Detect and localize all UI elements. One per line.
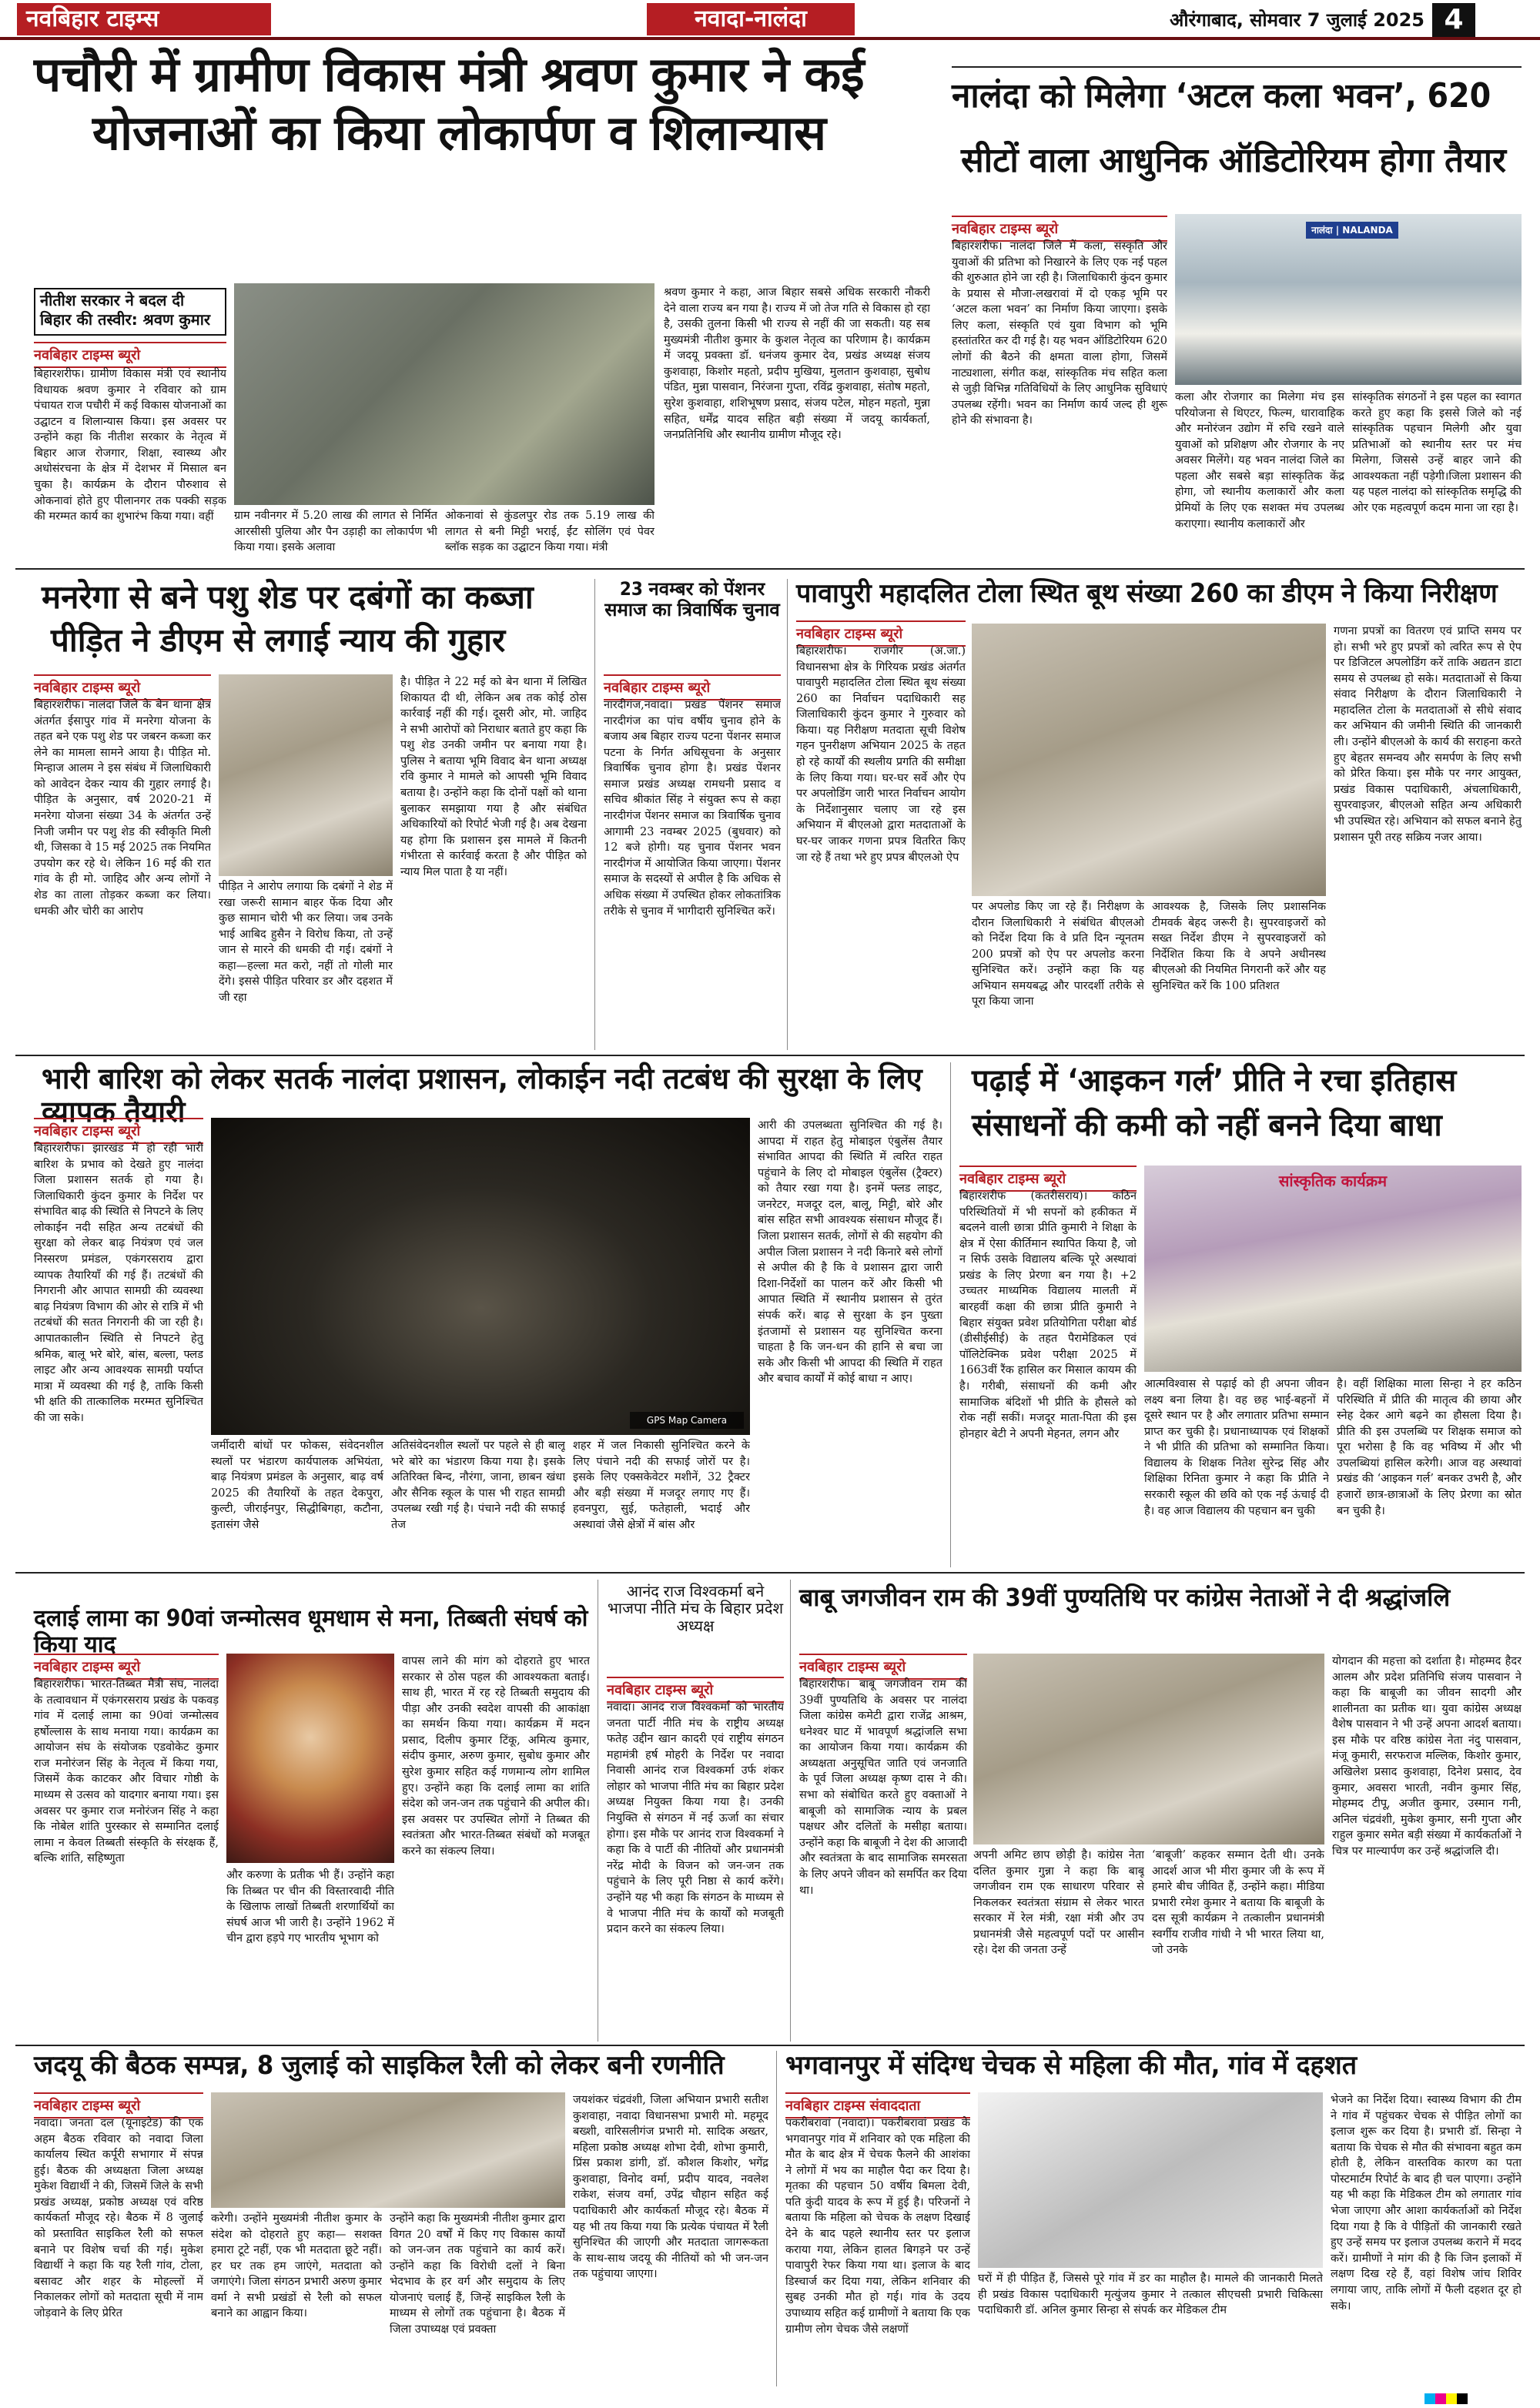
stage-banner-text: सांस्कृतिक कार्यक्रम xyxy=(1278,1172,1388,1190)
story10-caption-1: अपनी अमिट छाप छोड़ी है। कांग्रेस नेता दलित कुमार गुन्ना ने कहा कि बाबू जगजीवन राम एक साधारण परिवार से निकलकर स्वतंत्रता संग्राम से लेकर भारत सरकार में रेल मंत्री, रक्षा मंत्री और उप प्रधानमंत्री जैसे महत्वपूर्ण पदों पर आसीन रहे। देश की जनता उन्हें xyxy=(973,1849,1144,1957)
story12-body-col3: भेजने का निर्देश दिया। स्वास्थ्य विभाग की टीम ने गांव में पहुंचकर चेचक से पीड़ित लोगों का इलाज शुरू कर दिया है। प्रभारी डॉ. सिन्हा ने बताया कि चेचक से मौत की संभावना बहुत कम होती है, लेकिन वास्तविक कारण का पता पोस्टमार्टम रिपोर्ट के बाद ही चल पाएगा। उन्होंने यह भी कहा कि मेडिकल टीम को लगातार गांव भेजा जाएगा और आशा कार्यकर्ताओं को निर्देश दिया गया है कि वे पीड़ितों की जानकारी रखते हुए उन्हें समय पर इलाज उपलब्ध कराने में मदद करें। ग्रामीणों ने मांग की है कि जिन इलाकों में लक्षण दिख रहे हैं, वहां विशेष जांच शिविर लगाया जाए, ताकि लोगों में फैली दहशत दूर हो सके। xyxy=(1331,2094,1522,2313)
story5-caption-1: पर अपलोड किए जा रहे हैं। निरीक्षण के दौरान जिलाधिकारी ने संबंधित बीएलओ को निर्देश दिया कि वे प्रति दिन न्यूनतम 200 प्रपत्रों को ऐप पर अपलोड करना सुनिश्चित करें। उन्होंने कहा कि यह अभियान समयबद्ध और पारदर्शी तरीके से पूरा किया जाना xyxy=(972,901,1144,1008)
story3-byline: नवबिहार टाइम्स ब्यूरो xyxy=(34,674,211,701)
column-rule xyxy=(950,1062,951,1567)
story1-headline-1: पचौरी में ग्रामीण विकास मंत्री श्रवण कुमार ने कई xyxy=(34,46,865,102)
story1-caption-2: ओकनावां से कुंडलपुर रोड तक 5.19 लाख की लागत से बनी मिट्टी भराई, ईंट सोलिंग एवं पेवर ब्लॉक सड़क का उद्घाटन किया गया। मंत्री xyxy=(445,510,654,554)
section-label: नवादा-नालंदा xyxy=(647,3,855,35)
story6-body-col4: आरी की उपलब्धता सुनिश्चित की गई है। आपदा में राहत हेतु मोबाइल एंबुलेंस तैयार संभावित आपदा की स्थिति में त्वरित राहत पहुंचाने के लिए दो मोबाइल एंबुलेंस (ट्रैक्टर) को तैयार रखा गया है। इनमें फ्लड लाइट, जनरेटर, मजदूर दल, बालू, मिट्टी, बोरे और बांस सहित सभी आवश्यक संसाधन मौजूद हैं। जिला प्रशासन सतर्क, लोगों से की सहयोग की अपील जिला प्रशासन ने नदी किनारे बसे लोगों से अपील की है कि वे प्रशासन द्वारा जारी दिशा-निर्देशों का पालन करें और किसी भी आपात स्थिति में स्थानीय प्रशासन से तुरंत संपर्क करें। बाढ़ से सुरक्षा के इन पुख्ता इंतजामों से प्रशासन यह सुनिश्चित करना चाहता है कि जन-धन की हानि से बचा जा सके और किसी भी आपदा की स्थिति में राहत और बचाव कार्यों में कोई बाधा न आए। xyxy=(758,1119,942,1386)
story8-photo xyxy=(226,1654,394,1863)
story11-caption-1: करेगी। उन्होंने मुख्यमंत्री नीतीश कुमार के संदेश को दोहराते हुए कहा— सशक्त हमारा टूटे नहीं, एक भी मतदाता छूटे नहीं। हर घर तक हम जाएंगे, मतदाता को जगाएंगे। जिला संगठन प्रभारी अरुण कुमार वर्मा ने सभी प्रखंडों से रैली को सफल बनाने का आह्वान किया। xyxy=(211,2212,382,2320)
story5-body-col1: बिहारशरीफ। राजगीर (अ.जा.) विधानसभा क्षेत्र के गिरियक प्रखंड अंतर्गत पावापुरी महादलित टोला स्थित बूथ संख्या 260 का निर्वाचन पदाधिकारी सह जिलाधिकारी कुंदन कुमार ने गुरुवार को किया। यह निरीक्षण मतदाता सूची विशेष गहन पुनरीक्षण अभियान 2025 के तहत हो रहे कार्यों की स्थलीय प्रगति की समीक्षा के लिए किया गया। घर-घर सर्वे और ऐप पर अपलोडिंग जारी भारत निर्वाचन आयोग के निर्देशानुसार चलाए जा रहे इस अभियान में बीएलओ द्वारा मतदाताओं के घर-घर जाकर गणना प्रपत्र वितरित किए जा रहे हैं तथा भरे हुए प्रपत्र बीएलओ ऐप xyxy=(796,645,966,864)
story10-photo xyxy=(973,1654,1324,1844)
story11-body-col3: जयशंकर चंद्रवंशी, जिला अभियान प्रभारी सतीश कुशवाहा, नवादा विधानसभा प्रभारी मो. महमूद बख्शी, वारिसलीगंज प्रभारी मो. सादिक अख्तर, महिला प्रकोष्ठ अध्यक्ष शोभा देवी, शोभा कुमारी, प्रिंस प्रकाश डांगी, डॉ. कौशल किशोर, भगेंद्र कुशवाहा, विनोद वर्मा, प्रदीप यादव, नवलेश राकेश, संजय वर्मा, उपेंद्र चौहान सहित कई पदाधिकारी और कार्यकर्ता मौजूद रहे। बैठक में यह भी तय किया गया कि प्रत्येक पंचायत में रैली सुनिश्चित की जाएगी और मतदाता जागरूकता के साथ-साथ जदयू की नीतियों को भी जन-जन तक पहुंचाया जाएगा। xyxy=(573,2094,768,2281)
story11-photo xyxy=(211,2092,565,2208)
story2-body-col2: कला और रोजगार का मिलेगा मंच इस परियोजना से थिएटर, फिल्म, धारावाहिक और मनोरंजन उद्योग में रुचि रखने वाले युवाओं को प्रशिक्षण और रोजगार के नए अवसर मिलेंगे। यह भवन नालंदा जिले का पहला और सबसे बड़ा सांस्कृतिक केंद्र होगा, जो स्थानीय कलाकारों और कला प्रेमियों के लिए एक सशक्त मंच उपलब्ध कराएगा। स्थानीय कलाकारों और xyxy=(1175,391,1344,530)
story3-headline-1: मनरेगा से बने पशु शेड पर दबंगों का कब्जा xyxy=(42,578,534,616)
newspaper-brand: नवबिहार टाइम्स xyxy=(17,3,271,35)
story7-headline-1: पढ़ाई में ‘आइकन गर्ल’ प्रीति ने रचा इतिहास xyxy=(972,1063,1457,1099)
story8-body-col3: वापस लाने की मांग को दोहराते हुए भारत सरकार से ठोस पहल की आवश्यकता बताई। साथ ही, भारत में रह रहे तिब्बती समुदाय की पीड़ा और उनकी स्वदेश वापसी की आकांक्षा का समर्थन किया गया। कार्यक्रम में मदन प्रसाद, दिलीप कुमार टिंकू, अमित्य कुमार, संदीप कुमार, अरुण कुमार, सुबोध कुमार और सुरेश कुमार सहित कई गणमान्य लोग शामिल हुए। उन्होंने कहा कि दलाई लामा का शांति संदेश को जन-जन तक पहुंचाने की अपील की। इस अवसर पर उपस्थित लोगों ने तिब्बत की स्वतंत्रता और भारत-तिब्बत संबंधों को मजबूत करने का संकल्प लिया। xyxy=(402,1655,590,1858)
story10-headline: बाबू जगजीवन राम की 39वीं पुण्यतिथि पर कांग्रेस नेताओं ने दी श्रद्धांजलि xyxy=(799,1583,1451,1612)
story2-headline-1: नालंदा को मिलेगा ‘अटल कला भवन’, 620 xyxy=(952,76,1491,115)
column-rule xyxy=(594,579,595,1050)
story7-body-col3: है। वहीं शिक्षिका माला सिन्हा ने हर कठिन परिस्थिति में प्रीति की मातृत्व की छाया और स्नेह देकर आगे बढ़ने का हौसला दिया है। प्रीति की इस उपलब्धि पर शिक्षक समाज को पूरा भरोसा है कि वह भविष्य में और भी उपलब्धियां हासिल करेगी। आज वह अस्थावां प्रखंड की ‘आइकन गर्ल’ बनकर उभरी है, और हजारों छात्र-छात्राओं के लिए प्रेरणा का स्रोत बन चुकी है। xyxy=(1337,1378,1522,1517)
story10-body-col1: बिहारशरीफ। बाबू जगजीवन राम की 39वीं पुण्यतिथि के अवसर पर नालंदा जिला कांग्रेस कमेटी द्वारा राजेंद्र आश्रम, धनेश्वर घाट में भावपूर्ण श्रद्धांजलि सभा का आयोजन किया गया। कार्यक्रम की अध्यक्षता अनुसूचित जाति एवं जनजाति के पूर्व जिला अध्यक्ष कृष्ण दास ने की। सभा को संबोधित करते हुए वक्ताओं ने बाबूजी को सामाजिक न्याय के प्रबल पक्षधर और दलितों के मसीहा बताया। उन्होंने कहा कि बाबूजी ने देश की आजादी और स्वतंत्रता के बाद सामाजिक समरसता के लिए अपने जीवन को समर्पित कर दिया था। xyxy=(799,1678,967,1897)
print-registration-marks xyxy=(1424,2393,1468,2407)
story11-caption-2: उन्होंने कहा कि मुख्यमंत्री नीतीश कुमार द्वारा विगत 20 वर्षों में किए गए विकास कार्यों को जन-जन तक पहुंचाने का कार्य करें। उन्होंने कहा कि विरोधी दलों ने बिना भेदभाव के हर वर्ग और समुदाय के लिए योजनाएं चलाई हैं, जिन्हें साइकिल रैली के माध्यम से लोगों तक पहुंचाना है। बैठक में जिला उपाध्यक्ष एवं प्रवक्ता xyxy=(390,2212,565,2336)
story12-caption: घरों में ही पीड़ित हैं, जिससे पूरे गांव में डर का माहौल है। मामले की जानकारी मिलते ही प्रखंड विकास पदाधिकारी मृत्युंजय कुमार ने तत्काल सीएचसी प्रभारी चिकित्सा पदाधिकारी डॉ. अनिल कुमार सिन्हा से संपर्क कर मेडिकल टीम xyxy=(978,2273,1323,2317)
story8-body-col1: बिहारशरीफ। भारत-तिब्बत मैत्री संघ, नालंदा के तत्वावधान में एकंगरसराय प्रखंड के पकवड़ गांव में दलाई लामा का 90वां जन्मोत्सव हर्षोल्लास के साथ मनाया गया। कार्यक्रम का आयोजन संघ के संयोजक एडवोकेट कुमार राज मनोरंजन सिंह के नेतृत्व में किया गया, जिसमें केक काटकर और विचार गोष्ठी के माध्यम से उत्सव को यादगार बनाया गया। इस अवसर पर कुमार राज मनोरंजन सिंह ने कहा कि नोबेल शांति पुरस्कार से सम्मानित दलाई लामा न केवल तिब्बती संस्कृति के संरक्षक हैं, बल्कि शांति, सहिष्णुता xyxy=(34,1678,219,1865)
story1-byline: नवबिहार टाइम्स ब्यूरो xyxy=(34,342,226,368)
story6-body-col1: बिहारशरीफ। झारखंड में हो रही भारी बारिश के प्रभाव को देखते हुए नालंदा जिला प्रशासन सतर्क हो गया है। जिलाधिकारी कुंदन कुमार के निर्देश पर संभावित बाढ़ की स्थिति से निपटने के लिए लोकाईन नदी सहित अन्य तटबंधों की सुरक्षा को लेकर बाढ़ नियंत्रण एवं जल निस्सरण प्रमंडल, एकंगरसराय द्वारा व्यापक तैयारियाँ की गई हैं। तटबंधों की निगरानी और आपात सामग्री की व्यवस्था बाढ़ नियंत्रण विभाग की ओर से रात्रि में भी तटबंधों की सतत निगरानी की जा रही है। आपातकालीन स्थिति से निपटने हेतु श्रमिक, बालू भरे बोरे, बांस, बल्ला, फ्लड लाइट और अन्य आवश्यक सामग्री पर्याप्त मात्रा में व्यवस्था की गई है, ताकि किसी भी क्षति की तात्कालिक मरम्मत सुनिश्चित की जा सके। xyxy=(34,1142,203,1424)
story7-body-col2: आत्मविश्वास से पढ़ाई को ही अपना जीवन लक्ष्य बना लिया है। वह छह भाई-बहनों में दूसरे स्थान पर है और लगातार प्रतिभा सम्मान प्राप्त कर चुकी है। प्रधानाध्यापक एवं शिक्षकों ने भी प्रीति की प्रतिभा को सम्मानित किया। विद्यालय के शिक्षक नितेश सुरेन्द्र सिंह और शिक्षिका रिनिता कुमार ने कहा कि प्रीति ने सरकारी स्कूल की छवि को एक नई ऊंचाई दी है। वह आज विद्यालय की पहचान बन चुकी xyxy=(1144,1378,1329,1517)
divider xyxy=(15,1055,1525,1056)
story11-headline: जदयू की बैठक सम्पन्न, 8 जुलाई को साइकिल रैली को लेकर बनी रणनीति xyxy=(34,2050,725,2081)
story6-caption-1: जर्मीदारी बांधों पर फोकस, संवेदनशील स्थलों पर भंडारण कार्यपालक अभियंता, बाढ़ नियंत्रण प्रमंडल के अनुसार, बाढ़ वर्ष 2025 की तैयारियों के तहत देकपुरा, कुल्टी, जीराईनपुर, सिद्धीबिगहा, कटौना, इतासंग जैसे xyxy=(211,1440,383,1531)
story3-photo xyxy=(219,674,393,876)
story4-byline: नवबिहार टाइम्स ब्यूरो xyxy=(604,674,781,701)
story7-body-col1: बिहारशरीफ (कतरीसराय)। कठिन परिस्थितियों में भी सपनों को हकीकत में बदलने वाली छात्रा प्रीति कुमारी ने शिक्षा के क्षेत्र में ऐसा कीर्तिमान स्थापित किया है, जो न सिर्फ उसके विद्यालय बल्कि पूरे अस्थावां प्रखंड के लिए प्रेरणा बन गया है। +2 उच्चतर माध्यमिक विद्यालय मालती में बारहवीं कक्षा की छात्रा प्रीति कुमारी ने बिहार संयुक्त प्रवेश प्रतियोगिता परीक्षा बोर्ड (डीसीईसीई) के तहत पैरामेडिकल एवं पॉलिटेक्निक प्रवेश परीक्षा 2025 में 1663वीं रैंक हासिल कर मिसाल कायम की है। गरीबी, संसाधनों की कमी और सामाजिक बंदिशों भी प्रीति के हौसले को रोक नहीं सकीं। मजदूर माता-पिता की इस होनहार बेटी ने अपनी मेहनत, लगन और xyxy=(959,1190,1137,1440)
page-number: 4 xyxy=(1432,3,1475,37)
story9-body: नवादा। आनंद राज विश्वकर्मा को भारतीय जनता पार्टी नीति मंच के राष्ट्रीय अध्यक्ष फतेह उद्दीन खान कादरी एवं राष्ट्रीय संगठन महामंत्री हर्ष मोहरी के निर्देश पर नवादा निवासी आनंद राज विश्वकर्मा उर्फ शंकर लोहार को भाजपा नीति मंच का बिहार प्रदेश अध्यक्ष नियुक्त किया गया है। उनकी नियुक्ति से संगठन में नई ऊर्जा का संचार होगा। इस मौके पर आनंद राज विश्वकर्मा ने कहा कि वे पार्टी की नीतियों और प्रधानमंत्री नरेंद्र मोदी के विजन को जन-जन तक पहुंचाने के लिए पूरी निष्ठा से कार्य करेंगे। उन्होंने यह भी कहा कि संगठन के माध्यम से वे भाजपा नीति मंच के कार्यों को मजबूती प्रदान करने का संकल्प लिया। xyxy=(607,1701,784,1936)
story10-byline: नवबिहार टाइम्स ब्यूरो xyxy=(799,1654,967,1680)
story5-caption-2: आवश्यक है, जिसके लिए प्रशासनिक टीमवर्क बेहद जरूरी है। सुपरवाइजरों को सख्त निर्देश डीएम ने सुपरवाइजरों को निर्देशित किया कि वे अपने अधीनस्थ बीएलओ की नियमित निगरानी करें और यह सुनिश्चित करें कि 100 प्रतिशत xyxy=(1152,901,1326,992)
story1-photo xyxy=(234,283,654,505)
story6-headline: भारी बारिश को लेकर सतर्क नालंदा प्रशासन, लोकाईन नदी तटबंध की सुरक्षा के लिए व्यापक तैयारी xyxy=(42,1062,922,1129)
story3-body-col1: बिहारशरीफ। नालंदा जिले के बेन थाना क्षेत्र अंतर्गत ईसापुर गांव में मनरेगा योजना के तहत बने एक पशु शेड पर जबरन कब्जा कर लेने का मामला सामने आया है। पीड़ित मो. मिन्हाज आलम ने इस संबंध में जिलाधिकारी को आवेदन देकर न्याय की गुहार लगाई है। पीड़ित के अनुसार, वर्ष 2020-21 में मनरेगा योजना संख्या 34 के अंतर्गत उन्हें निजी जमीन पर पशु शेड की स्वीकृति मिली थी, जिसका वे 15 मई 2025 तक नियमित उपयोग कर रहे थे। लेकिन 16 मई की रात गांव के ही मो. जाहिद और अन्य लोगों ने शेड का ताला तोड़कर कब्जा कर लिया। धमकी और चोरी का आरोप xyxy=(34,699,211,918)
story9-headline: आनंद राज विश्वकर्मा बने भाजपा नीति मंच के बिहार प्रदेश अध्यक्ष xyxy=(607,1582,784,1635)
story8-caption: और करुणा के प्रतीक भी हैं। उन्होंने कहा कि तिब्बत पर चीन की विस्तारवादी नीति के खिलाफ लाखों तिब्बती शरणार्थियों का संघर्ष आज भी जारी है। उन्होंने 1962 में चीन द्वारा हड़पे गए भारतीय भूभाग को xyxy=(226,1869,394,1945)
column-rule xyxy=(790,1580,791,2042)
divider xyxy=(15,2045,1525,2046)
story12-byline: नवबिहार टाइम्स संवाददाता xyxy=(785,2092,970,2119)
story2-body-col1: बिहारशरीफ। नालंदा जिले में कला, संस्कृति और युवाओं की प्रतिभा को निखारने के लिए एक नई पहल की शुरुआत होने जा रही है। जिलाधिकारी कुंदन कुमार के प्रयास से मौजा-लखरावां में दो एकड़ भूमि पर ‘अटल कला भवन’ का निर्माण किया जाएगा। इसके लिए कला, संस्कृति एवं युवा विभाग को भूमि हस्तांतरित कर दी गई है। यह भवन ऑडिटोरियम 620 लोगों की बैठने की क्षमता वाला होगा, जिसमें नाट्यशाला, संगीत कक्ष, सांस्कृतिक मंच सहित कला से जुड़ी विभिन्न गतिविधियों के लिए आधुनिक सुविधाएं उपलब्ध रहेंगी। भवन का निर्माण कार्य जल्द ही शुरू होने की संभावना है। xyxy=(952,240,1167,427)
story7-headline-2: संसाधनों की कमी को नहीं बनने दिया बाधा xyxy=(972,1108,1442,1143)
story5-byline: नवबिहार टाइम्स ब्यूरो xyxy=(796,620,966,647)
story10-body-col4: योगदान की महत्ता को दर्शाता है। मोहम्मद हैदर आलम और प्रदेश प्रतिनिधि संजय पासवान ने कहा कि बाबूजी का जीवन सादगी और शालीनता का प्रतीक था। युवा कांग्रेस अध्यक्ष वैशेष पासवान ने भी उन्हें अपना आदर्श बताया। इस मौके पर वरिष्ठ कांग्रेस नेता नंदु पासवान, मंजू कुमारी, सरफराज मल्लिक, किशोर कुमार, अखिलेश प्रसाद कुशवाहा, दिनेश प्रसाद, देव कुमार, अवसरा भारती, नवीन कुमार सिंह, मोहम्मद टीपू, अजीत कुमार, उस्मान गनी, अनिल चंद्रवंशी, मुकेश कुमार, सनी गुप्ता और राहुल कुमार समेत बड़ी संख्या में कार्यकर्ताओं ने चित्र पर माल्यार्पण कर उन्हें श्रद्धांजलि दी। xyxy=(1332,1655,1522,1858)
story10-caption-2: ‘बाबूजी’ कहकर सम्मान देती थी। उनके आदर्श आज भी मीरा कुमार जी के रूप में हमारे बीच जीवित हैं, उन्होंने कहा। मीडिया प्रभारी रमेश कुमार ने बताया कि बाबूजी के दस सूत्री कार्यक्रम ने तत्कालीन प्रधानमंत्री स्वर्गीय राजीव गांधी ने भी भारत लिया था, जो उनके xyxy=(1152,1849,1324,1957)
story4-headline: 23 नवम्बर को पेंशनर समाज का त्रिवार्षिक चुनाव xyxy=(604,578,780,620)
story3-caption: पीड़ित ने आरोप लगाया कि दबंगों ने शेड में रखा जरूरी सामान बाहर फेंक दिया और कुछ सामान चोरी भी कर लिया। जब उनके भाई आबिद हुसैन ने विरोध किया, तो उन्हें जान से मारने की धमकी दी गई। दबंगों ने कहा—हल्ला मत करो, नहीं तो गोली मार देंगे। इससे पीड़ित परिवार डर और दहशत में जी रहा xyxy=(219,881,393,1005)
dateline: औरंगाबाद, सोमवार 7 जुलाई 2025 xyxy=(1169,9,1424,31)
story9-byline: नवबिहार टाइम्स ब्यूरो xyxy=(607,1677,784,1703)
divider xyxy=(15,1572,1525,1574)
story1-body-col1: बिहारशरीफ। ग्रामीण विकास मंत्री एवं स्थानीय विधायक श्रवण कुमार ने रविवार को ग्राम पंचायत राज पचौरी में कई विकास योजनाओं का उद्घाटन व शिलान्यास किया। इस अवसर पर उन्होंने कहा कि नीतीश सरकार के नेतृत्व में बिहार आज रोजगार, शिक्षा, स्वास्थ्य और अधोसंरचना के क्षेत्र में देशभर में मिसाल बन चुका है। कार्यक्रम के दौरान पौरुशाव से ओकनावां होते हुए पीलानगर तक पक्की सड़क की मरम्मत कार्य का शुभारंभ किया गया। वहीं xyxy=(34,368,226,523)
story8-headline: दलाई लामा का 90वां जन्मोत्सव धूमधाम से मना, तिब्बती संघर्ष को किया याद xyxy=(34,1605,588,1658)
story8-byline: नवबिहार टाइम्स ब्यूरो xyxy=(34,1654,219,1680)
story2-headline-2: सीटों वाला आधुनिक ऑडिटोरियम होगा तैयार xyxy=(961,141,1506,180)
story1-subheadline: नीतीश सरकार ने बदल दी बिहार की तस्वीर: श्रवण कुमार xyxy=(34,288,226,336)
story6-caption-3: शहर में जल निकासी सुनिश्चित करने के लिए पंचाने नदी की सफाई जोरों पर है। इसके लिए एक्सकेवेटर मशीनें, 32 ट्रैक्टर और बड़ी संख्या में मजदूर लगाए गए हैं। हवनपुरा, सुई, फतेहाली, भदाई और अस्थावां जैसे क्षेत्रों में बांस और xyxy=(573,1440,750,1531)
story2-top-rule xyxy=(952,66,1522,68)
story5-photo xyxy=(972,624,1326,896)
story1-body-col3: श्रवण कुमार ने कहा, आज बिहार सबसे अधिक सरकारी नौकरी देने वाला राज्य बन गया है। राज्य में जो तेज गति से विकास हो रहा है, उसकी तुलना किसी भी राज्य से नहीं की जा सकती। यह सब मुख्यमंत्री नीतीश कुमार के कुशल नेतृत्व का परिणाम है। कार्यक्रम में जदयू प्रवक्ता डॉ. धनंजय कुमार देव, प्रखंड अध्यक्ष संजय कुशवाहा, किशोर महतो, प्रदीप मुखिया, मुलतान कुशवाहा, सुबोध पंडित, मुन्ना पासवान, निरंजना गुप्ता, रविंद्र कुशवाहा, संतोष महतो, सुरेश कुशवाहा, शशिभूषण प्रसाद, संजय पटेल, मोहन महतो, मुन्ना सहित, धर्मेंद्र यादव सहित बड़ी संख्या में जदयू कार्यकर्ता, जनप्रतिनिधि और स्थानीय ग्रामीण मौजूद रहे। xyxy=(664,286,930,442)
story3-headline-2: पीड़ित ने डीएम से लगाई न्याय की गुहार xyxy=(51,621,506,659)
story5-body-col4: गणना प्रपत्रों का वितरण एवं प्राप्ति समय पर हो। सभी भरे हुए प्रपत्रों को त्वरित रूप से ऐप पर डिजिटल अपलोडिंग करें ताकि अद्यतन डाटा समय से उपलब्ध हो सके। मतदाताओं से किया संवाद निरीक्षण के दौरान जिलाधिकारी ने महादलित टोला के मतदाताओं से सीधे संवाद कर अभियान की जमीनी स्थिति की जानकारी ली। उन्होंने बीएलओ के कार्य की सराहना करते हुए बेहतर समन्वय और समर्पण के लिए सभी को प्रेरित किया। इस मौके पर नगर आयुक्त, प्रखंड विकास पदाधिकारी, अंचलाधिकारी, सुपरवाइजर, बीएलओ सहित अन्य अधिकारी भी उपस्थित रहे। अभियान को सफल बनाने हेतु प्रशासन पूरी तरह सक्रिय नजर आया। xyxy=(1334,625,1522,844)
divider xyxy=(15,568,1525,570)
story2-byline: नवबिहार टाइम्स ब्यूरो xyxy=(952,216,1167,242)
story3-body-col3: है। पीड़ित ने 22 मई को बेन थाना में लिखित शिकायत दी थी, लेकिन अब तक कोई ठोस कार्रवाई नहीं की गई। दूसरी ओर, मो. जाहिद ने सभी आरोपों को निराधार बताते हुए कहा कि पशु शेड उनकी जमीन पर बनाया गया है। पुलिस ने बताया भूमि विवाद बेन थाना अध्यक्ष रवि कुमार ने मामले को आपसी भूमि विवाद बताया है। उन्होंने कहा कि दोनों पक्षों को थाना बुलाकर समझाया गया है और संबंधित अधिकारियों को रिपोर्ट भेजी गई है। अब देखना यह होगा कि प्रशासन इस मामले में कितनी गंभीरता से कार्रवाई करता है और पीड़ित को न्याय मिल पाता है या नहीं। xyxy=(400,676,587,878)
story1-headline-2: योजनाओं का किया लोकार्पण व शिलान्यास xyxy=(92,105,827,161)
story7-photo xyxy=(1144,1166,1522,1372)
column-rule xyxy=(787,579,788,1050)
story12-body-col1: पकरीबरावां (नवादा)। पकरीबरावां प्रखंड के भगवानपुर गांव में शनिवार को एक महिला की मौत के बाद क्षेत्र में चेचक फैलने की आशंका ने लोगों में भय का माहौल पैदा कर दिया है। मृतका की पहचान 50 वर्षीय बिमला देवी, पति कुंदी यादव के रूप में हुई है। परिजनों ने बताया कि महिला को चेचक के लक्षण दिखाई देने के बाद पहले स्थानीय स्तर पर इलाज कराया गया, लेकिन हालत बिगड़ने पर उन्हें पावापुरी रेफर किया गया था। इलाज के बाद डिस्चार्ज कर दिया गया, लेकिन शनिवार की सुबह उनकी मौत हो गई। गांव के उदय उपाध्याय सहित कई ग्रामीणों ने बताया कि एक ग्रामीण लोग चेचक जैसे लक्षणों xyxy=(785,2117,970,2336)
story11-byline: नवबिहार टाइम्स ब्यूरो xyxy=(34,2092,203,2119)
story4-body: नारदीगंज,नवादा। प्रखंड पेंशनर समाज नारदीगंज का पांच वर्षीय चुनाव होने के बजाय अब बिहार राज्य पटना पेंशनर समाज पटना के निर्गत अधिसूचना के अनुसार त्रिवार्षिक चुनाव होगा है। प्रखंड पेंशनर समाज प्रखंड अध्यक्ष रामधनी प्रसाद व सचिव श्रीकांत सिंह ने संयुक्त रूप से कहा नारदीगंज पेंशनर समाज का त्रिवार्षिक चुनाव आगामी 23 नवम्बर 2025 (बुधवार) को 12 बजे होगी। यह चुनाव पेंशनर भवन नारदीगंज में आयोजित किया जाएगा। पेंशनर समाज के सदस्यों से अपील है कि अधिक से अधिक संख्या में उपस्थित होकर लोकतांत्रिक तरीके से चुनाव में भागीदारी सुनिश्चित करें। xyxy=(604,699,781,918)
column-rule xyxy=(776,2051,777,2386)
story2-photo xyxy=(1175,214,1522,385)
story1-caption-1: ग्राम नवीनगर में 5.20 लाख की लागत से निर्मित आरसीसी पुलिया और पैन उड़ाही का लोकार्पण भी किया गया। इसके अलावा xyxy=(234,510,437,554)
nalanda-banner: नालंदा | NALANDA xyxy=(1306,222,1398,239)
story7-byline: नवबिहार टाइम्स ब्यूरो xyxy=(959,1166,1137,1192)
gps-watermark: GPS Map Camera xyxy=(630,1412,744,1429)
story11-body-col1: नवादा। जनता दल (यूनाइटेड) की एक अहम बैठक रविवार को नवादा जिला कार्यालय स्थित कर्पूरी सभागार में संपन्न हुई। बैठक की अध्यक्षता जिला अध्यक्ष मुकेश विद्यार्थी ने की, जिसमें जिले के सभी प्रखंड अध्यक्ष, प्रकोष्ठ अध्यक्ष एवं वरिष्ठ कार्यकर्ता मौजूद रहे। बैठक में 8 जुलाई को प्रस्तावित साइकिल रैली को सफल बनाने पर विशेष चर्चा की गई। मुकेश विद्यार्थी ने कहा कि यह रैली गांव, टोला, बसावट और शहर के मोहल्लों में निकालकर लोगों को मतदाता सूची में नाम जोड़वाने के लिए प्रेरित xyxy=(34,2117,203,2319)
story6-byline: नवबिहार टाइम्स ब्यूरो xyxy=(34,1118,203,1144)
story5-headline: पावापुरी महादलित टोला स्थित बूथ संख्या 260 का डीएम ने किया निरीक्षण xyxy=(796,578,1498,609)
story12-photo xyxy=(978,2092,1323,2268)
story6-caption-2: अतिसंवेदनशील स्थलों पर पहले से ही बालू भरे बोरे का भंडारण किया गया है। इसके अतिरिक्त बिन्द, नौरंगा, जाना, छाबन खंधा और सैनिक स्कूल के पास भी राहत सामग्री उपलब्ध रखी गई है। पंचाने नदी की सफाई तेज xyxy=(391,1440,565,1531)
story12-headline: भगवानपुर में संदिग्ध चेचक से महिला की मौत, गांव में दहशत xyxy=(785,2050,1358,2081)
story6-photo xyxy=(211,1118,750,1435)
story2-body-col3: सांस्कृतिक संगठनों ने इस पहल का स्वागत करते हुए कहा कि इससे जिले को नई सांस्कृतिक पहचान मिलेगी और युवा प्रतिभाओं को स्थानीय स्तर पर मंच मिलेगा, जिससे उन्हें बाहर जाने की आवश्यकता नहीं पड़ेगी।जिला प्रशासन की यह पहल नालंदा को सांस्कृतिक समृद्धि की ओर एक महत्वपूर्ण कदम माना जा रहा है। xyxy=(1352,391,1522,515)
